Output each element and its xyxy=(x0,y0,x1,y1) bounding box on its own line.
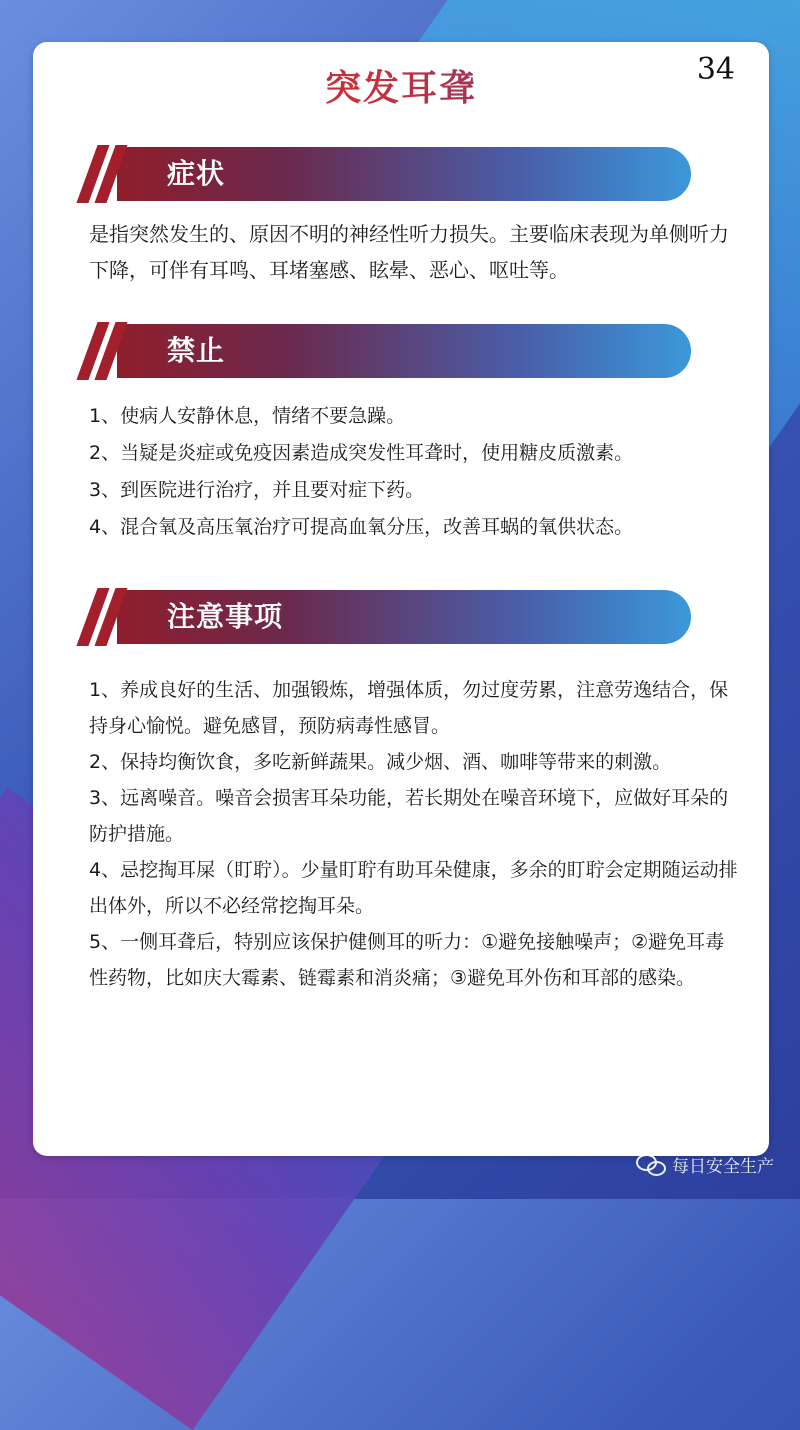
page-title: 突发耳聋 xyxy=(33,60,769,111)
section-header-prohibited xyxy=(83,322,691,380)
content-card xyxy=(33,42,769,1156)
list-item: 3、远离噪音。噪音会损害耳朵功能，若长期处在噪音环境下，应做好耳朵的防护措施。 xyxy=(89,787,729,845)
list-item: 1、使病人安静休息，情绪不要急躁。 xyxy=(89,405,406,427)
wechat-icon xyxy=(636,1154,666,1176)
page-number: 34 xyxy=(696,52,735,87)
symptoms-text: 是指突然发生的、原因不明的神经性听力损失。主要临床表现为单侧听力下降，可伴有耳鸣、耳堵塞感、眩晕、恶心、呕吐等。 xyxy=(89,222,729,282)
list-item: 4、忌挖掏耳屎（盯聍）。少量盯聍有助耳朵健康，多余的盯聍会定期随运动排出体外，所以不必经常挖掏耳朵。 xyxy=(89,859,738,917)
watermark-text: 每日安全生产 xyxy=(672,1157,774,1177)
list-item: 1、养成良好的生活、加强锻炼，增强体质，勿过度劳累，注意劳逸结合，保持身心愉悦。避免感冒，预防病毒性感冒。 xyxy=(89,679,729,737)
watermark xyxy=(636,1152,774,1177)
section-heading-prohibited: 禁止 xyxy=(167,334,226,367)
prohibited-list xyxy=(89,398,739,546)
list-item: 5、一侧耳聋后，特别应该保护健侧耳的听力：①避免接触噪声；②避免耳毒性药物，比如庆大霉素、链霉素和消炎痛；③避免耳外伤和耳部的感染。 xyxy=(89,931,725,989)
section-header-symptoms xyxy=(83,145,691,203)
list-item: 4、混合氧及高压氧治疗可提高血氧分压，改善耳蜗的氧供状态。 xyxy=(89,516,634,538)
list-item: 2、当疑是炎症或免疫因素造成突发性耳聋时，使用糖皮质激素。 xyxy=(89,442,634,464)
section-heading-notes: 注意事项 xyxy=(167,600,284,633)
section-heading-symptoms: 症状 xyxy=(167,157,226,190)
list-item: 2、保持均衡饮食，多吃新鲜蔬果。减少烟、酒、咖啡等带来的刺激。 xyxy=(89,751,672,773)
section-header-notes xyxy=(83,588,691,646)
list-item: 3、到医院进行治疗，并且要对症下药。 xyxy=(89,479,425,501)
notes-list xyxy=(89,672,739,996)
